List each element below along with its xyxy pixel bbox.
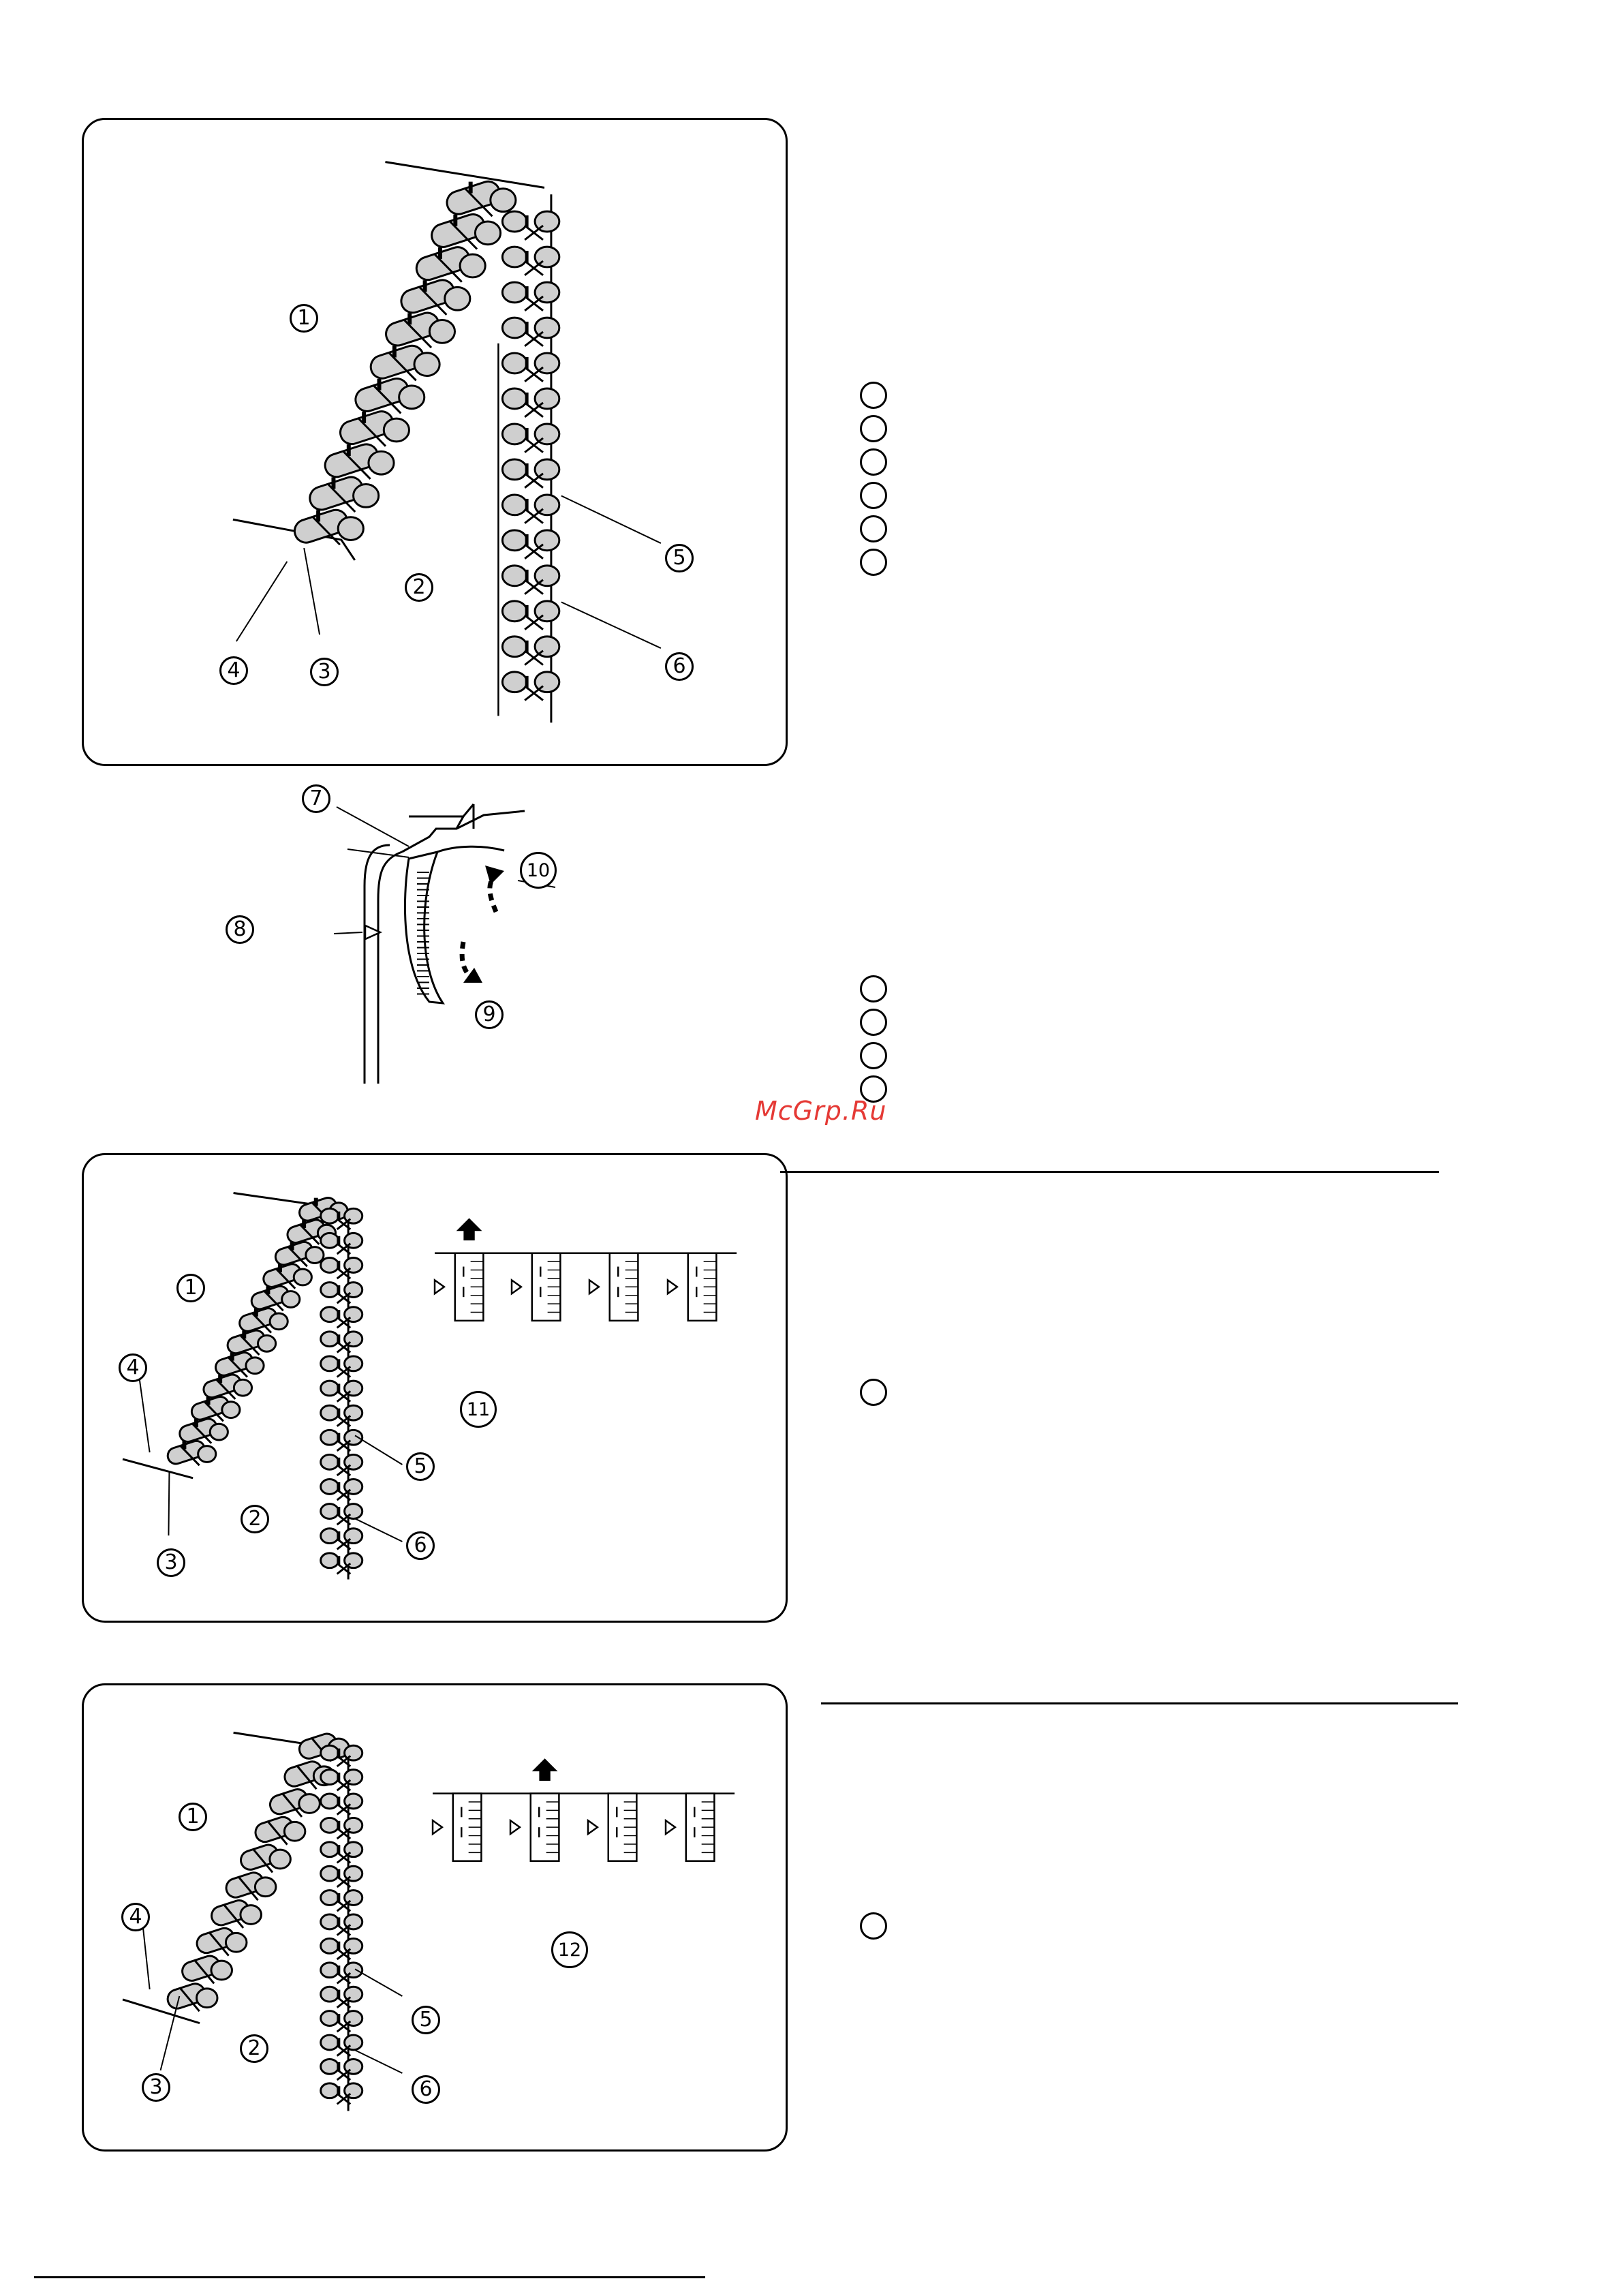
section-divider-1 <box>780 1171 1439 1173</box>
callout-10: 10 <box>520 852 557 889</box>
callout-2: 2 <box>241 1505 269 1533</box>
thread-loop-chain <box>166 1195 347 1466</box>
narrow-hem-illustration <box>84 1155 786 1621</box>
callout-11: 11 <box>460 1391 497 1428</box>
callout-4: 4 <box>219 656 248 685</box>
section-divider-2 <box>821 1702 1458 1704</box>
stitch-length-dial-illustration <box>204 763 613 1104</box>
callout-1: 1 <box>179 1803 207 1831</box>
list-bullet-5 <box>860 515 887 542</box>
callout-6: 6 <box>406 1531 435 1560</box>
panel-narrow-hem <box>82 1153 788 1623</box>
callout-9: 9 <box>475 1000 504 1029</box>
panel-rolled-hem <box>82 118 788 766</box>
callout-5: 5 <box>412 2006 440 2034</box>
footer-rule <box>34 2276 705 2278</box>
callout-4: 4 <box>121 1903 150 1931</box>
list-bullet-2 <box>860 415 887 442</box>
callout-7: 7 <box>302 784 330 813</box>
panel-wide-hem <box>82 1683 788 2152</box>
callout-1: 1 <box>176 1274 205 1302</box>
callout-5: 5 <box>665 544 694 572</box>
callout-2: 2 <box>405 573 433 602</box>
callout-3: 3 <box>310 658 339 686</box>
callout-12: 12 <box>551 1931 588 1968</box>
callout-5: 5 <box>406 1452 435 1481</box>
list-bullet-4 <box>860 482 887 509</box>
callout-6: 6 <box>665 652 694 681</box>
list-bullet-12 <box>860 1912 887 1940</box>
dial-setting-row <box>435 1219 737 1321</box>
list-bullet-11 <box>860 1379 887 1406</box>
thread-loop-chain <box>292 179 516 546</box>
list-bullet-6 <box>860 549 887 576</box>
callout-6: 6 <box>412 2075 440 2104</box>
callout-1: 1 <box>290 304 318 333</box>
list-bullet-8 <box>860 1009 887 1036</box>
callout-8: 8 <box>226 915 254 944</box>
callout-2: 2 <box>240 2034 268 2063</box>
list-bullet-7 <box>860 975 887 1002</box>
list-bullet-9 <box>860 1042 887 1069</box>
list-bullet-3 <box>860 448 887 476</box>
callout-3: 3 <box>142 2073 170 2102</box>
callout-3: 3 <box>157 1548 185 1577</box>
watermark: McGrp.Ru <box>755 1096 887 1126</box>
list-bullet-1 <box>860 382 887 409</box>
dial-setting-row <box>433 1760 735 1861</box>
callout-4: 4 <box>119 1353 147 1382</box>
